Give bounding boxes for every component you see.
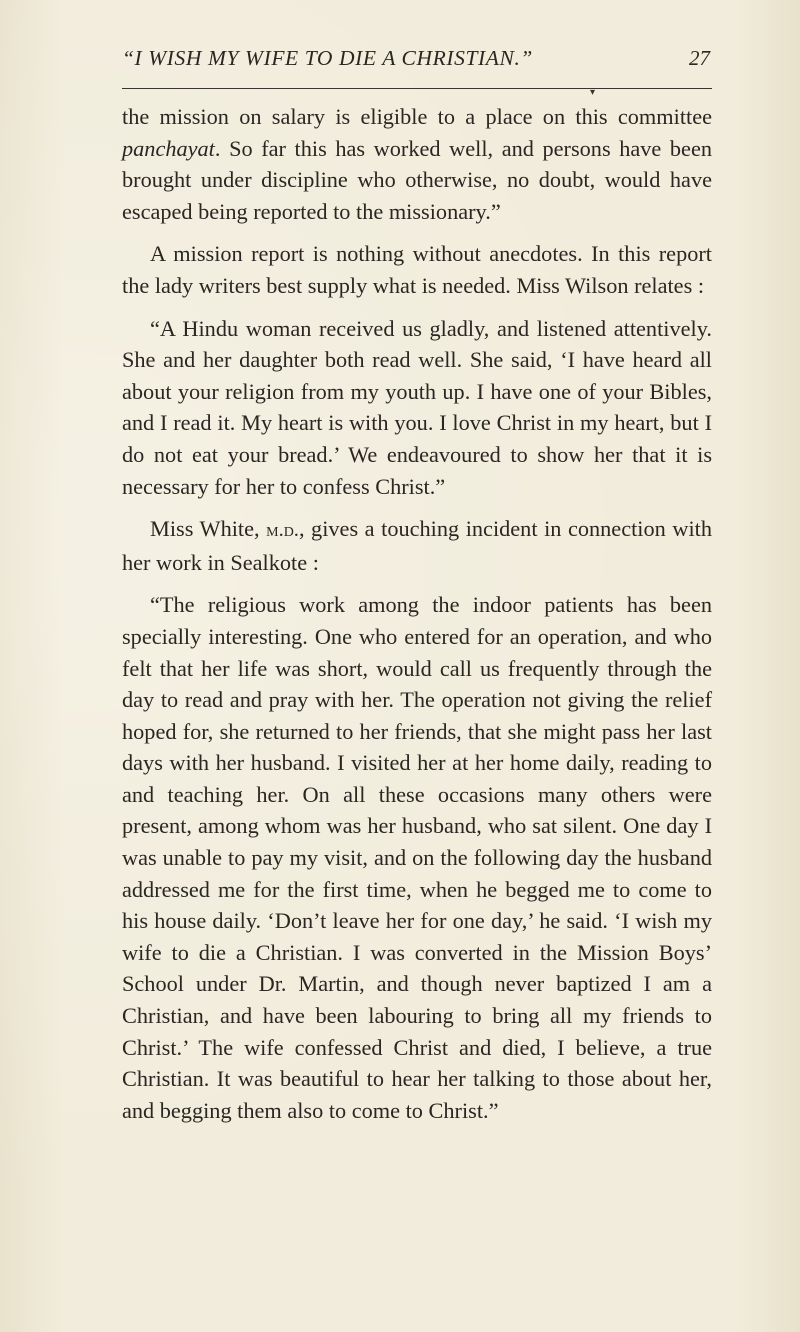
body-text: [122, 101, 712, 1126]
paragraph-anecdotes: A mission report is nothing without anecdotes. In this report the lady writers best supply what is needed. Miss Wilson relates :: [122, 241, 712, 298]
paragraph-white-quote: “The religious work among the indoor patients has been specially interesting. One who entered for an operation, and who felt that her life was short, would call us frequently through the day to read and pray with her. The operation not giving the relief hoped for, she returned to her friends, that she might pass her last days with her husband. I visited her at her home daily, reading to and teaching her. On all these occasions many others were present, among whom was her husband, who sat silent. One day I was unable to pay my visit, and on the following day the husband addressed me for the first time, when he begged me to come to his house daily. ‘Don’t leave her for one day,’ he said. ‘I wish my wife to die a Christian. I was converted in the Mission Boys’ School under Dr. Martin, and though never baptized I am a Christian, and have been labouring to bring all my friends to Christ.’ The wife confessed Christ and died, I believe, a true Christian. It was beautiful to hear her talking to those about her, and begging them also to come to Christ.”: [122, 592, 712, 1123]
degree-abbreviation: m.d.: [266, 519, 299, 542]
header-rule: [122, 88, 712, 89]
paragraph-white-intro: [122, 513, 712, 578]
paragraph-wilson-quote: “A Hindu woman received us gladly, and listened attentively. She and her daughter both read well. She said, ‘I have heard all about your religion from my youth up. I have one of your Bibles, and I read it. My heart is with you. I love Christ in my heart, but I do not eat your bread.’ We endeavoured to show her that it is necessary for her to confess Christ.”: [122, 315, 712, 499]
italic-term: panchayat: [122, 135, 215, 161]
running-head: [122, 44, 710, 80]
paragraph-text: . So far this has worked well, and persons have been brought under discipline who otherwise, no doubt, would have escaped being reported to the missionary.”: [122, 135, 712, 224]
rule-ornament-mark: ▾: [590, 87, 596, 98]
running-title: “I WISH MY WIFE TO DIE A CHRISTIAN.”: [122, 46, 533, 70]
paragraph-continuation: [122, 101, 712, 227]
page-number: 27: [689, 46, 710, 70]
paragraph-text: Miss White,: [150, 516, 267, 542]
paragraph-text: , gives a touching incident in connection with her work in Sealkote :: [122, 516, 712, 575]
paragraph-text: the mission on salary is eligible to a place on this committee: [122, 104, 712, 129]
